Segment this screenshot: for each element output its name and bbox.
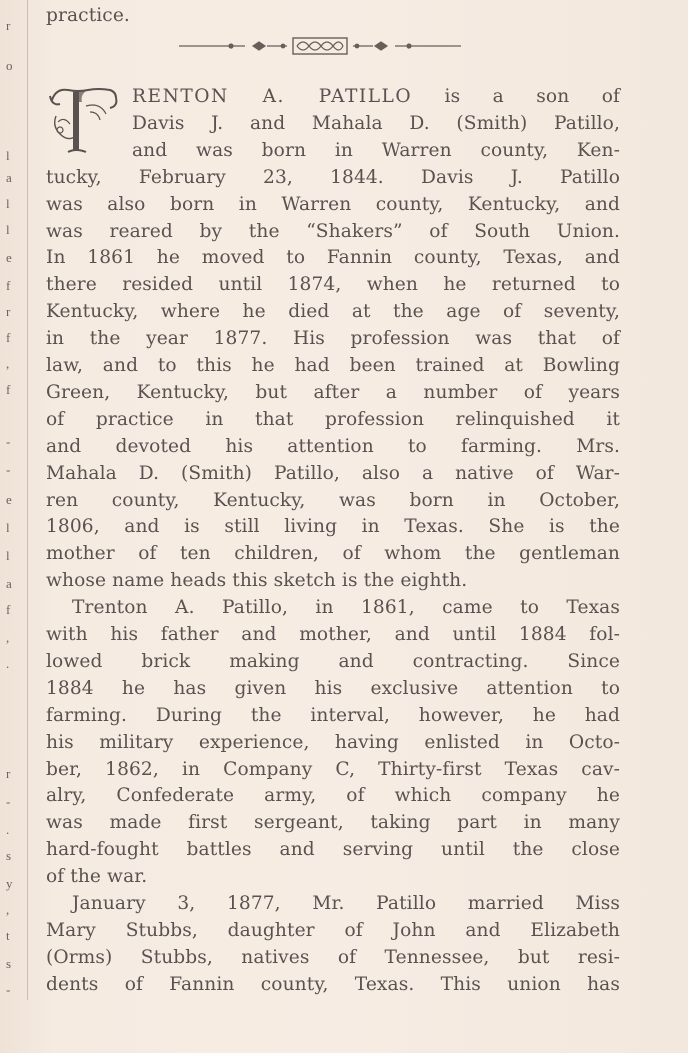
- gutter-fragment: s: [6, 848, 12, 863]
- gutter-fragment: -: [6, 982, 11, 997]
- column-rule: [27, 0, 28, 1000]
- gutter-fragment: -: [6, 434, 11, 449]
- text-line: [46, 836, 620, 863]
- gutter-fragment: f: [6, 382, 11, 397]
- text-line: [46, 244, 620, 271]
- gutter-fragment: .: [6, 656, 10, 671]
- gutter-fragment: f: [6, 602, 11, 617]
- text-line: [46, 352, 620, 379]
- gutter-fragment: f: [6, 330, 11, 345]
- line-text: ren county, Kentucky, was born in October,: [46, 489, 620, 511]
- gutter-fragment: -: [6, 794, 11, 809]
- line-text: whose name heads this sketch is the eighth.: [46, 570, 468, 592]
- gutter-fragment: e: [6, 492, 12, 507]
- text-line: [46, 540, 620, 567]
- line-text: is a son of: [412, 86, 620, 107]
- gutter-fragment: ,: [6, 902, 10, 917]
- top-line: practice.: [46, 5, 130, 26]
- gutter-fragment: s: [6, 956, 12, 971]
- line-text: hard-fought battles and serving until the close: [46, 839, 620, 861]
- text-line: [46, 110, 620, 137]
- gutter-fragment: r: [6, 304, 11, 319]
- line-text: his military experience, having enlisted in Octo-: [46, 731, 620, 753]
- gutter-fragment: y: [6, 876, 13, 891]
- line-text: ber, 1862, in Company C, Thirty-first Texas cav-: [46, 758, 620, 780]
- text-line: [46, 298, 620, 325]
- text-line: [46, 621, 620, 648]
- text-line: [46, 164, 620, 191]
- text-line: [46, 944, 620, 971]
- text-line: [46, 648, 620, 675]
- text-line: [46, 379, 620, 406]
- line-text: tucky, February 23, 1844. Davis J. Patillo: [46, 166, 620, 188]
- gutter-fragment: l: [6, 520, 10, 535]
- gutter-fragment: l: [6, 222, 10, 237]
- line-text: Mahala D. (Smith) Patillo, also a native of War-: [46, 462, 620, 484]
- line-text: there resided until 1874, when he returned to: [46, 274, 620, 296]
- line-text: and devoted his attention to farming. Mrs.: [46, 435, 620, 457]
- line-text: was made first sergeant, taking part in many: [46, 812, 620, 834]
- text-line: [46, 83, 620, 110]
- ornamental-divider: [175, 34, 465, 58]
- gutter-fragment: ,: [6, 630, 10, 645]
- gutter-fragment: a: [6, 170, 12, 185]
- text-line: [46, 675, 620, 702]
- line-text: lowed brick making and contracting. Since: [46, 650, 620, 672]
- line-text: 1806, and is still living in Texas. She is the: [46, 516, 620, 538]
- adjacent-column-fragment: [0, 0, 28, 1000]
- subject-name: RENTON A. PATILLO: [132, 86, 413, 107]
- line-text: dents of Fannin county, Texas. This union has: [46, 973, 620, 995]
- text-line: [46, 971, 620, 998]
- gutter-fragment: .: [6, 822, 10, 837]
- text-line: [46, 325, 620, 352]
- gutter-fragment: r: [6, 18, 11, 33]
- line-text: Green, Kentucky, but after a number of years: [46, 381, 620, 403]
- gutter-fragment: o: [6, 58, 13, 73]
- text-line: [46, 809, 620, 836]
- line-text: Kentucky, where he died at the age of seventy,: [46, 301, 620, 323]
- line-text: was reared by the “Shakers” of South Union.: [46, 220, 620, 242]
- gutter-fragment: f: [6, 278, 11, 293]
- line-text: mother of ten children, of whom the gentleman: [46, 543, 620, 565]
- gutter-fragment: e: [6, 250, 12, 265]
- line-text: Trenton A. Patillo, in 1861, came to Texas: [72, 597, 620, 619]
- line-text: (Orms) Stubbs, natives of Tennessee, but resi-: [46, 946, 620, 968]
- text-line: [46, 406, 620, 433]
- text-line: [46, 890, 620, 917]
- gutter-fragment: l: [6, 196, 10, 211]
- text-line: [46, 863, 620, 890]
- text-line: [46, 137, 620, 164]
- line-text: of practice in that profession relinquished it: [46, 408, 620, 430]
- text-line: [46, 513, 620, 540]
- line-text: alry, Confederate army, of which company he: [46, 785, 620, 807]
- text-line: [46, 729, 620, 756]
- text-line: [46, 433, 620, 460]
- text-line: [46, 567, 620, 594]
- text-line: [46, 460, 620, 487]
- line-text: in the year 1877. His profession was that of: [46, 328, 620, 350]
- gutter-fragment: -: [6, 462, 11, 477]
- line-text: law, and to this he had been trained at Bowling: [46, 355, 620, 376]
- gutter-fragment: t: [6, 928, 10, 943]
- line-text: with his father and mother, and until 1884 fol-: [46, 624, 620, 645]
- text-line: [46, 594, 620, 621]
- text-line: [46, 756, 620, 783]
- line-text: January 3, 1877, Mr. Patillo married Miss: [72, 893, 620, 914]
- line-text: was also born in Warren county, Kentucky, and: [46, 193, 620, 215]
- line-text: and was born in Warren county, Ken-: [132, 139, 620, 161]
- line-text: 1884 he has given his exclusive attention to: [46, 677, 620, 699]
- line-text: Mary Stubbs, daughter of John and Elizabeth: [46, 919, 620, 941]
- gutter-fragment: a: [6, 576, 12, 591]
- text-line: [46, 917, 620, 944]
- gutter-fragment: ,: [6, 356, 10, 371]
- line-text: of the war.: [46, 866, 148, 888]
- text-line: [46, 702, 620, 729]
- gutter-fragment: l: [6, 148, 10, 163]
- text-line: [46, 191, 620, 218]
- gutter-fragment: l: [6, 548, 10, 563]
- line-text: farming. During the interval, however, he had: [46, 704, 620, 726]
- line-text: Davis J. and Mahala D. (Smith) Patillo,: [132, 112, 620, 134]
- dropcap-letter-t: [46, 82, 120, 158]
- text-line: [46, 218, 620, 245]
- text-line: [46, 271, 620, 298]
- gutter-fragment: r: [6, 766, 11, 781]
- text-line: [46, 782, 620, 809]
- text-line: [46, 487, 620, 514]
- line-text: In 1861 he moved to Fannin county, Texas, and: [46, 247, 620, 269]
